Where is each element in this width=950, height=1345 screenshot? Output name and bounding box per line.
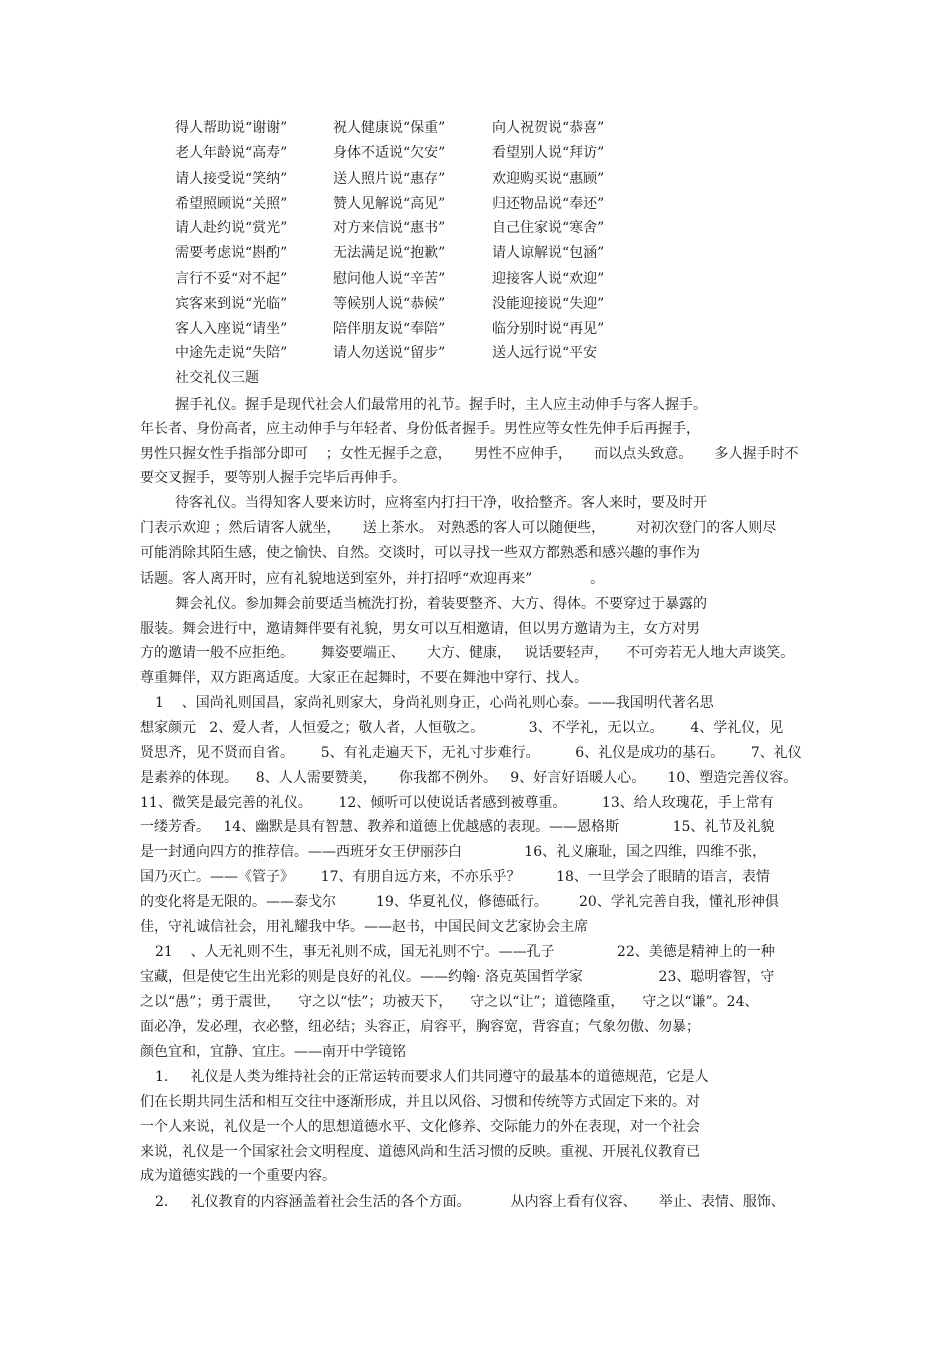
text-line: 贤思齐，见不贤而自省。 5、有礼走遍天下，无礼寸步难行。 6、礼仪是成功的基石。 7、礼仪 [140,745,802,761]
text-line: 握手礼仪。握手是现代社会人们最常用的礼节。握手时，主人应主动伸手与客人握手。 [175,397,707,413]
text-line: 21 、人无礼则不生，事无礼则不成，国无礼则不宁。——孔子 22、美德是精神上的一种 [155,944,775,960]
phrase-cell: 自己住家说“寒舍” [492,220,605,236]
text-line: 尊重舞伴，双方距离适度。大家正在起舞时，不要在舞池中穿行、找人。 [140,670,588,686]
phrase-cell: 客人入座说“请坐” [175,321,288,337]
phrase-cell: 迎接客人说“欢迎” [492,271,605,287]
phrase-cell: 等候别人说“恭候” [333,296,446,312]
phrase-cell: 无法满足说“抱歉” [333,245,446,261]
phrase-cell: 需要考虑说“斟酌” [175,245,288,261]
phrase-cell: 中途先走说“失陪” [175,345,288,361]
text-line: 们在长期共同生活和相互交往中逐渐形成，并且以风俗、习惯和传统等方式固定下来的。对 [140,1094,700,1110]
phrase-cell: 向人祝贺说“恭喜” [492,120,605,136]
phrase-cell: 宾客来到说“光临” [175,296,288,312]
text-line: 来说，礼仪是一个国家社会文明程度、道德风尚和生活习惯的反映。重视、开展礼仪教育已 [140,1144,700,1160]
phrase-cell: 看望别人说“拜访” [492,145,605,161]
phrase-cell: 言行不妥“对不起” [175,271,288,287]
text-line: 年长者、身份高者，应主动伸手与年轻者、身份低者握手。男性应等女性先伸手后再握手， [140,421,700,437]
text-line: 舞会礼仪。参加舞会前要适当梳洗打扮，着装要整齐、大方、得体。不要穿过于暴露的 [175,596,707,612]
text-line: 11、微笑是最完善的礼仪。 12、倾听可以使说话者感到被尊重。 13、给人玫瑰花，手上常有 [140,795,774,811]
text-line: 方的邀请一般不应拒绝。 舞姿要端正、 大方、健康， 说话要轻声， 不可旁若无人地大声谈笑。 [140,645,795,661]
phrase-cell: 没能迎接说“失迎” [492,296,605,312]
phrase-cell: 欢迎购买说“惠顾” [492,171,605,187]
text-line: 是素养的体现。 8、人人需要赞美， 你我都不例外。 9、好言好语暖人心。 10、塑造完善仪容。 [140,770,798,786]
text-line: 1. 礼仪是人类为维持社会的正常运转而要求人们共同遵守的最基本的道德规范，它是人 [155,1069,709,1085]
text-line: 之以“愚”；勇于震世， 守之以“怯”；功被天下， 守之以“让”；道德隆重， 守之以“谦”。24、 [140,994,759,1010]
phrase-cell: 送人照片说“惠存” [333,171,446,187]
phrase-cell: 老人年龄说“高寿” [175,145,288,161]
phrase-cell: 慰问他人说“辛苦” [333,271,446,287]
text-line: 1 、国尚礼则国昌，家尚礼则家大，身尚礼则身正，心尚礼则心泰。——我国明代著名思 [155,695,714,711]
phrase-cell: 送人远行说“平安 [492,345,598,361]
section-title: 社交礼仪三题 [175,370,259,386]
text-line: 宝藏，但是使它生出光彩的则是良好的礼仪。——约翰· 洛克英国哲学家 23、聪明睿智，守 [140,969,775,985]
phrase-cell: 临分别时说“再见” [492,321,605,337]
phrase-cell: 对方来信说“惠书” [333,220,446,236]
phrase-cell: 陪伴朋友说“奉陪” [333,321,446,337]
phrase-cell: 归还物品说“奉还” [492,196,605,212]
text-line: 想家颜元 2、爱人者，人恒爱之；敬人者，人恒敬之。 3、不学礼，无以立。 4、学礼仪，见 [140,720,784,736]
phrase-cell: 赞人见解说“高见” [333,196,446,212]
phrase-cell: 请人赴约说“赏光” [175,220,288,236]
text-line: 的变化将是无限的。——泰戈尔 19、华夏礼仪，修德砥行。 20、学礼完善自我，懂礼形神俱 [140,894,779,910]
text-line: 话题。客人离开时，应有礼貌地送到室外，并打招呼“欢迎再来” 。 [140,571,605,587]
text-line: 可能消除其陌生感，使之愉快、自然。交谈时，可以寻找一些双方都熟悉和感兴趣的事作为 [140,545,700,561]
text-line: 是一封通向四方的推荐信。——西班牙女王伊丽莎白 16、礼义廉耻，国之四维，四维不张， [140,844,767,860]
phrase-cell: 得人帮助说“谢谢” [175,120,288,136]
text-line: 佳，守礼诚信社会，用礼耀我中华。——赵书，中国民间文艺家协会主席 [140,919,588,935]
text-line: 一缕芳香。 14、幽默是具有智慧、教养和道德上优越感的表现。——恩格斯 15、礼节及礼貌 [140,819,775,835]
text-line: 男性只握女性手指部分即可 ；女性无握手之意， 男性不应伸手， 而以点头致意。 多人握手时不 [140,446,799,462]
phrase-cell: 请人勿送说“留步” [333,345,446,361]
phrase-cell: 请人接受说“笑纳” [175,171,288,187]
text-line: 要交叉握手，要等别人握手完毕后再伸手。 [140,470,406,486]
text-line: 服装。舞会进行中，邀请舞伴要有礼貌，男女可以互相邀请，但以男方邀请为主，女方对男 [140,621,700,637]
phrase-cell: 身体不适说“欠安” [333,145,446,161]
text-line: 门表示欢迎 ；然后请客人就坐， 送上茶水。 对熟悉的客人可以随便些， 对初次登门的客人则尽 [140,520,777,536]
text-line: 颜色宜和，宜静、宜庄。——南开中学镜铭 [140,1044,406,1060]
text-line: 一个人来说，礼仪是一个人的思想道德水平、文化修养、交际能力的外在表现，对一个社会 [140,1119,700,1135]
phrase-cell: 祝人健康说“保重” [333,120,446,136]
phrase-cell: 请人谅解说“包涵” [492,245,605,261]
text-line: 国乃灭亡。——《管子》 17、有朋自远方来，不亦乐乎？ 18、一旦学会了眼睛的语言，表情 [140,869,770,885]
phrase-cell: 希望照顾说“关照” [175,196,288,212]
text-line: 待客礼仪。当得知客人要来访时，应将室内打扫干净，收拾整齐。客人来时，要及时开 [175,495,707,511]
text-line: 面必净，发必理，衣必整，纽必结；头容正，肩容平，胸容宽，背容直；气象勿傲、勿暴； [140,1019,700,1035]
text-line: 2. 礼仪教育的内容涵盖着社会生活的各个方面。 从内容上看有仪容、 举止、表情、服饰、 [155,1194,785,1210]
text-line: 成为道德实践的一个重要内容。 [140,1168,336,1184]
